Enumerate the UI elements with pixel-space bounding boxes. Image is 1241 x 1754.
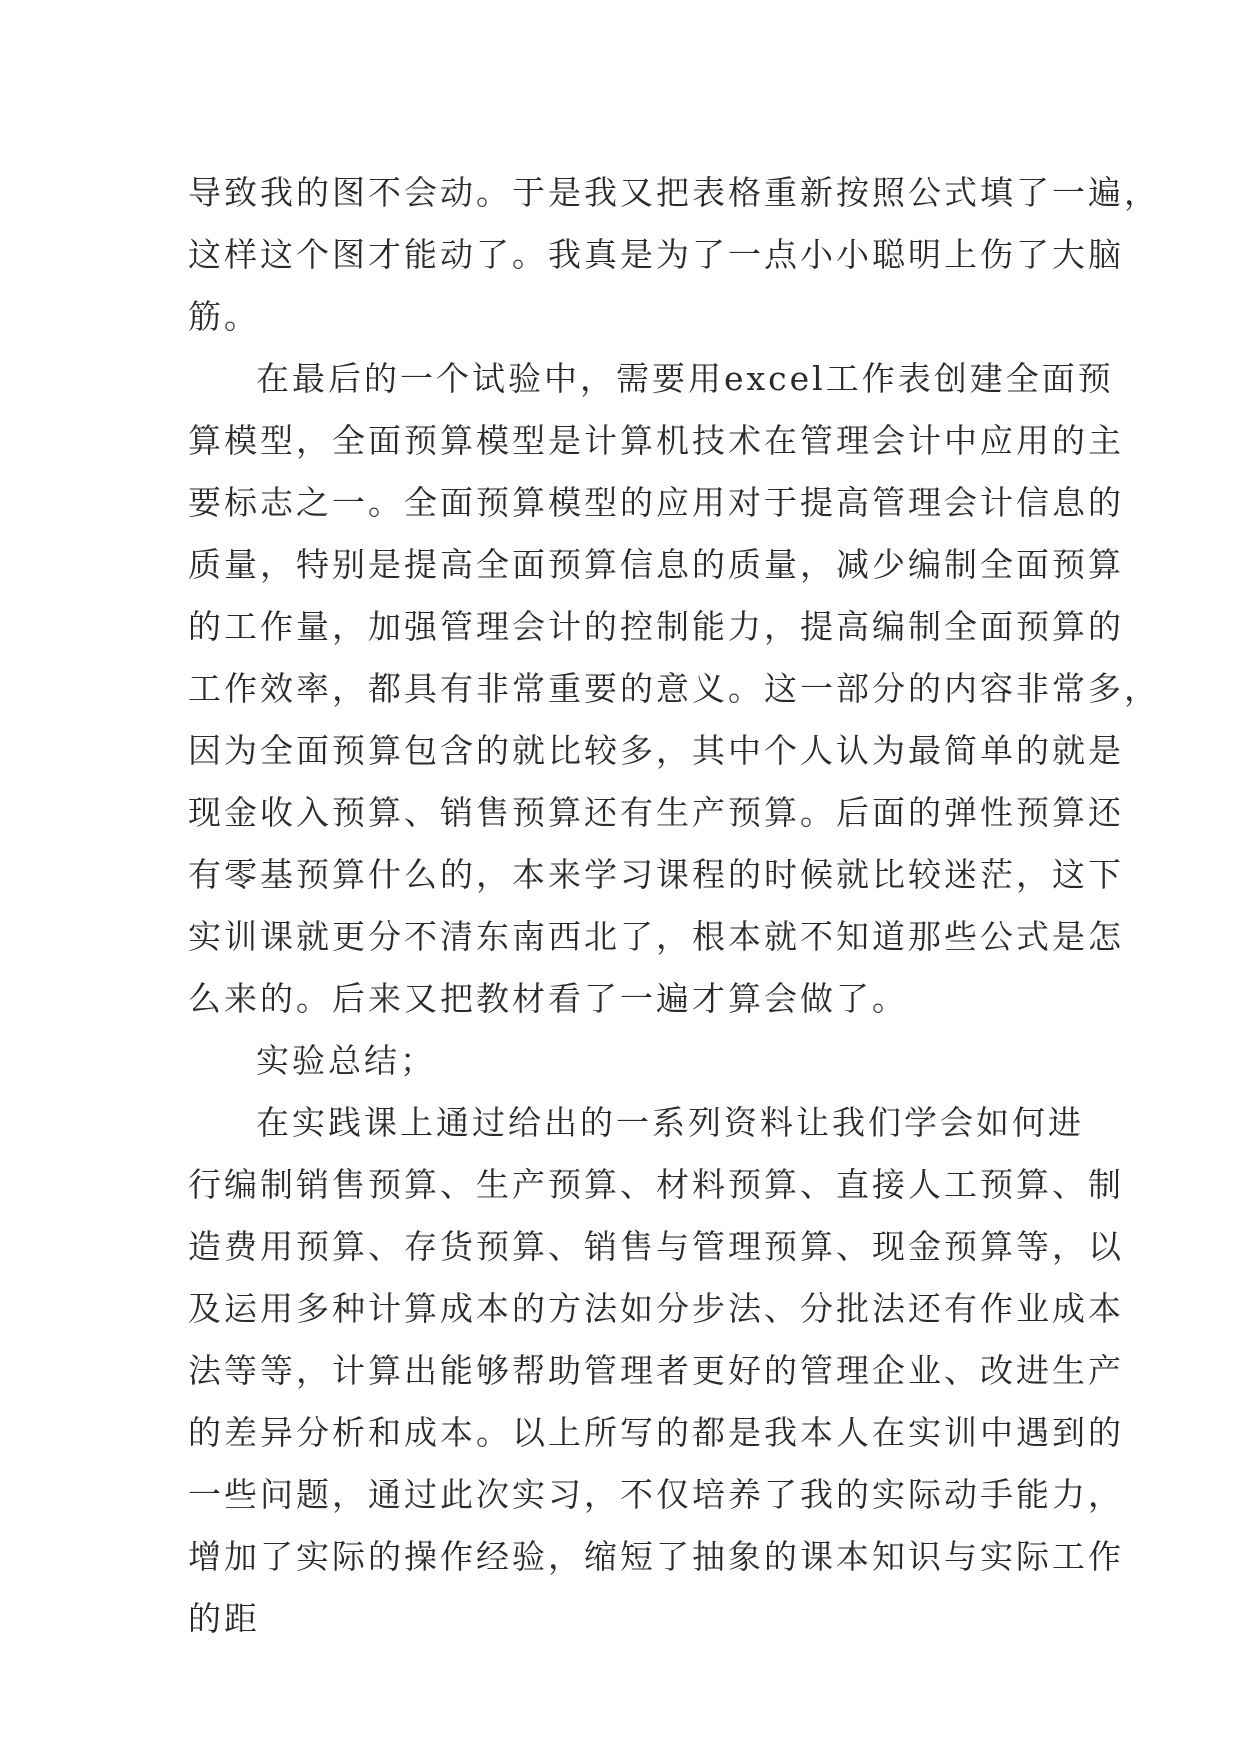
text-line: 的差异分析和成本。以上所写的都是我本人在实训中遇到的 [188,1413,1124,1452]
paragraph-start-line: 在实践课上通过给出的一系列资料让我们学会如何进 [256,1103,1084,1142]
text-line: 及运用多种计算成本的方法如分步法、分批法还有作业成本 [188,1289,1124,1328]
text-line: 实训课就更分不清东南西北了，根本就不知道那些公式是怎 [188,917,1124,956]
text-line: 的工作量，加强管理会计的控制能力，提高编制全面预算的 [188,607,1124,646]
text-line: 这样这个图才能动了。我真是为了一点小小聪明上伤了大脑 [188,235,1124,274]
section-heading: 实验总结； [256,1041,436,1080]
text-line: 要标志之一。全面预算模型的应用对于提高管理会计信息的 [188,483,1124,522]
text-line: 导致我的图不会动。于是我又把表格重新按照公式填了一遍， [188,173,1160,212]
text-line: 法等等，计算出能够帮助管理者更好的管理企业、改进生产 [188,1351,1124,1390]
text-line: 质量，特别是提高全面预算信息的质量，减少编制全面预算 [188,545,1124,584]
text-line: 有零基预算什么的，本来学习课程的时候就比较迷茫，这下 [188,855,1124,894]
text-line: 一些问题，通过此次实习，不仅培养了我的实际动手能力， [188,1475,1124,1514]
text-line: 因为全面预算包含的就比较多，其中个人认为最简单的就是 [188,731,1124,770]
paragraph-start-line: 在最后的一个试验中，需要用excel工作表创建全面预 [256,359,1114,398]
text-line: 造费用预算、存货预算、销售与管理预算、现金预算等，以 [188,1227,1124,1266]
text-line: 行编制销售预算、生产预算、材料预算、直接人工预算、制 [188,1165,1124,1204]
text-line: 工作效率，都具有非常重要的意义。这一部分的内容非常多， [188,669,1160,708]
text-line: 筋。 [188,297,260,336]
text-line: 增加了实际的操作经验，缩短了抽象的课本知识与实际工作 [188,1537,1124,1576]
text-line: 现金收入预算、销售预算还有生产预算。后面的弹性预算还 [188,793,1124,832]
text-line: 算模型，全面预算模型是计算机技术在管理会计中应用的主 [188,421,1124,460]
text-line: 的距 [188,1599,260,1638]
body-text [188,162,1160,1650]
text-line: 么来的。后来又把教材看了一遍才算会做了。 [188,979,908,1018]
